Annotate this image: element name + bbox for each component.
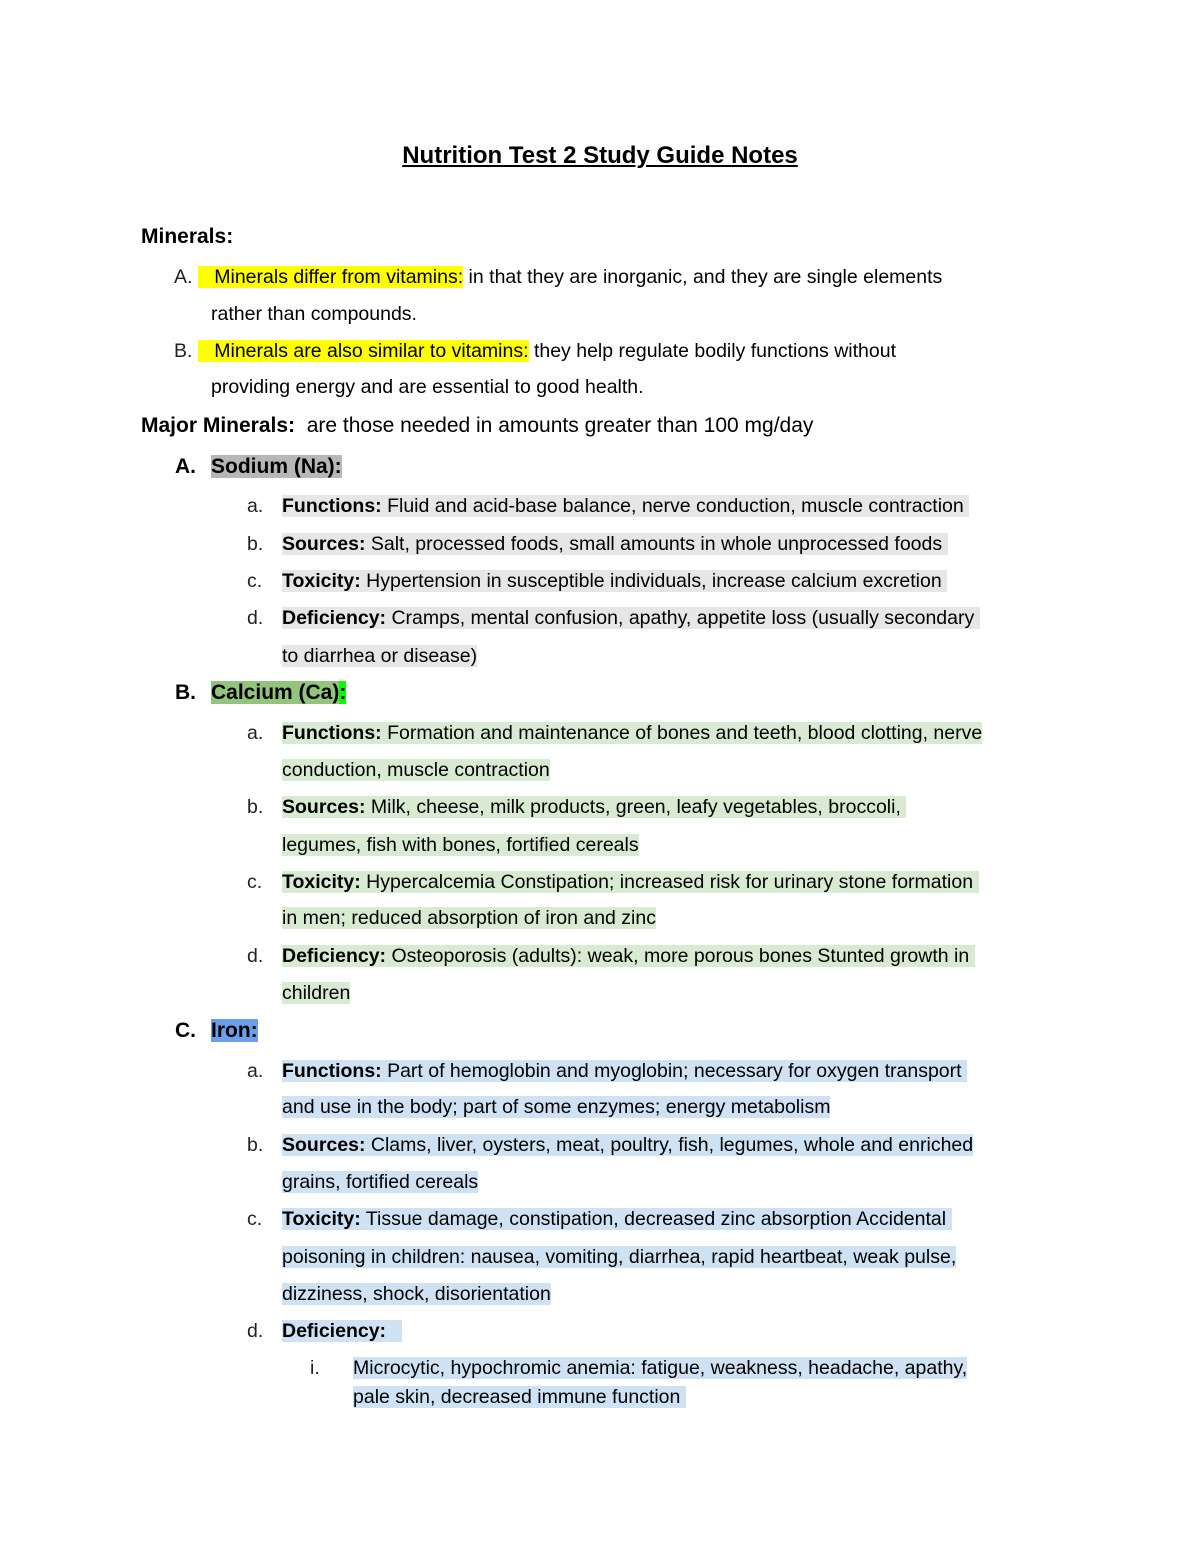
list-item-continuation: legumes, fish with bones, fortified cereals	[282, 834, 639, 856]
list-marker: d.	[247, 1320, 264, 1342]
page-title: Nutrition Test 2 Study Guide Notes	[402, 142, 798, 169]
list-item: Toxicity: Hypertension in susceptible individuals, increase calcium excretion	[282, 569, 947, 593]
list-item: Sources: Clams, liver, oysters, meat, poultry, fish, legumes, whole and enriched	[282, 1134, 974, 1156]
list-item: Functions: Part of hemoglobin and myoglobin; necessary for oxygen transport	[282, 1059, 967, 1083]
list-item: Toxicity: Hypercalcemia Constipation; increased risk for urinary stone formation	[282, 870, 979, 894]
list-item-continuation: poisoning in children: nausea, vomiting, diarrhea, rapid heartbeat, weak pulse,	[282, 1246, 957, 1268]
list-item-continuation: to diarrhea or disease)	[282, 645, 478, 667]
list-item-continuation: dizziness, shock, disorientation	[282, 1283, 551, 1305]
list-item-continuation: grains, fortified cereals	[282, 1171, 479, 1193]
list-item: Functions: Formation and maintenance of bones and teeth, blood clotting, nerve	[282, 722, 983, 744]
list-item-continuation: conduction, muscle contraction	[282, 759, 550, 781]
minerals-heading: Minerals:	[141, 225, 234, 248]
major-minerals-heading: Major Minerals: are those needed in amounts greater than 100 mg/day	[141, 414, 814, 437]
list-item-continuation: providing energy and are essential to good health.	[211, 376, 644, 398]
section-title-iron: Iron:	[211, 1019, 258, 1042]
list-marker: c.	[247, 871, 263, 893]
sub-list-item: Microcytic, hypochromic anemia: fatigue, weakness, headache, apathy,	[353, 1357, 968, 1379]
list-marker: a.	[247, 495, 264, 517]
highlight-text: Minerals are also similar to vitamins:	[214, 340, 529, 362]
list-marker: b.	[247, 796, 264, 818]
major-minerals-description: are those needed in amounts greater than 100 mg/day	[306, 414, 814, 437]
list-marker: c.	[247, 570, 263, 592]
list-marker: c.	[247, 1208, 263, 1230]
list-item: Deficiency: Osteoporosis (adults): weak, more porous bones Stunted growth in	[282, 944, 975, 968]
list-item: Toxicity: Tissue damage, constipation, decreased zinc absorption Accidental	[282, 1207, 952, 1231]
list-marker: d.	[247, 607, 264, 629]
list-marker: b.	[247, 1134, 264, 1156]
list-marker: a.	[247, 722, 264, 744]
section-title-sodium: Sodium (Na):	[211, 455, 342, 478]
list-marker: B.	[174, 340, 193, 362]
list-item: Sources: Milk, cheese, milk products, green, leafy vegetables, broccoli,	[282, 795, 906, 819]
list-item: Sources: Salt, processed foods, small amounts in whole unprocessed foods	[282, 532, 948, 556]
highlight-text: Minerals differ from vitamins:	[214, 266, 464, 288]
list-item: Minerals differ from vitamins: in that they are inorganic, and they are single elements	[198, 265, 942, 289]
section-marker: C.	[175, 1019, 196, 1042]
list-item: Deficiency:	[282, 1319, 402, 1343]
list-marker: A.	[174, 266, 193, 288]
section-marker: B.	[175, 681, 196, 704]
list-marker: i.	[310, 1357, 320, 1379]
list-item: Deficiency: Cramps, mental confusion, apathy, appetite loss (usually secondary	[282, 606, 980, 630]
list-marker: a.	[247, 1060, 264, 1082]
section-marker: A.	[175, 455, 196, 478]
section-title-calcium: Calcium (Ca):	[211, 681, 347, 704]
list-item-continuation: in men; reduced absorption of iron and zinc	[282, 907, 656, 929]
list-item: Functions: Fluid and acid-base balance, nerve conduction, muscle contraction	[282, 494, 969, 518]
list-item-continuation: and use in the body; part of some enzymes; energy metabolism	[282, 1096, 831, 1118]
list-item: Minerals are also similar to vitamins: they help regulate bodily functions without	[198, 339, 896, 363]
list-item-continuation: children	[282, 982, 351, 1004]
list-marker: d.	[247, 945, 264, 967]
list-item-continuation: rather than compounds.	[211, 303, 417, 325]
list-marker: b.	[247, 533, 264, 555]
sub-list-item-continuation: pale skin, decreased immune function	[353, 1385, 686, 1409]
